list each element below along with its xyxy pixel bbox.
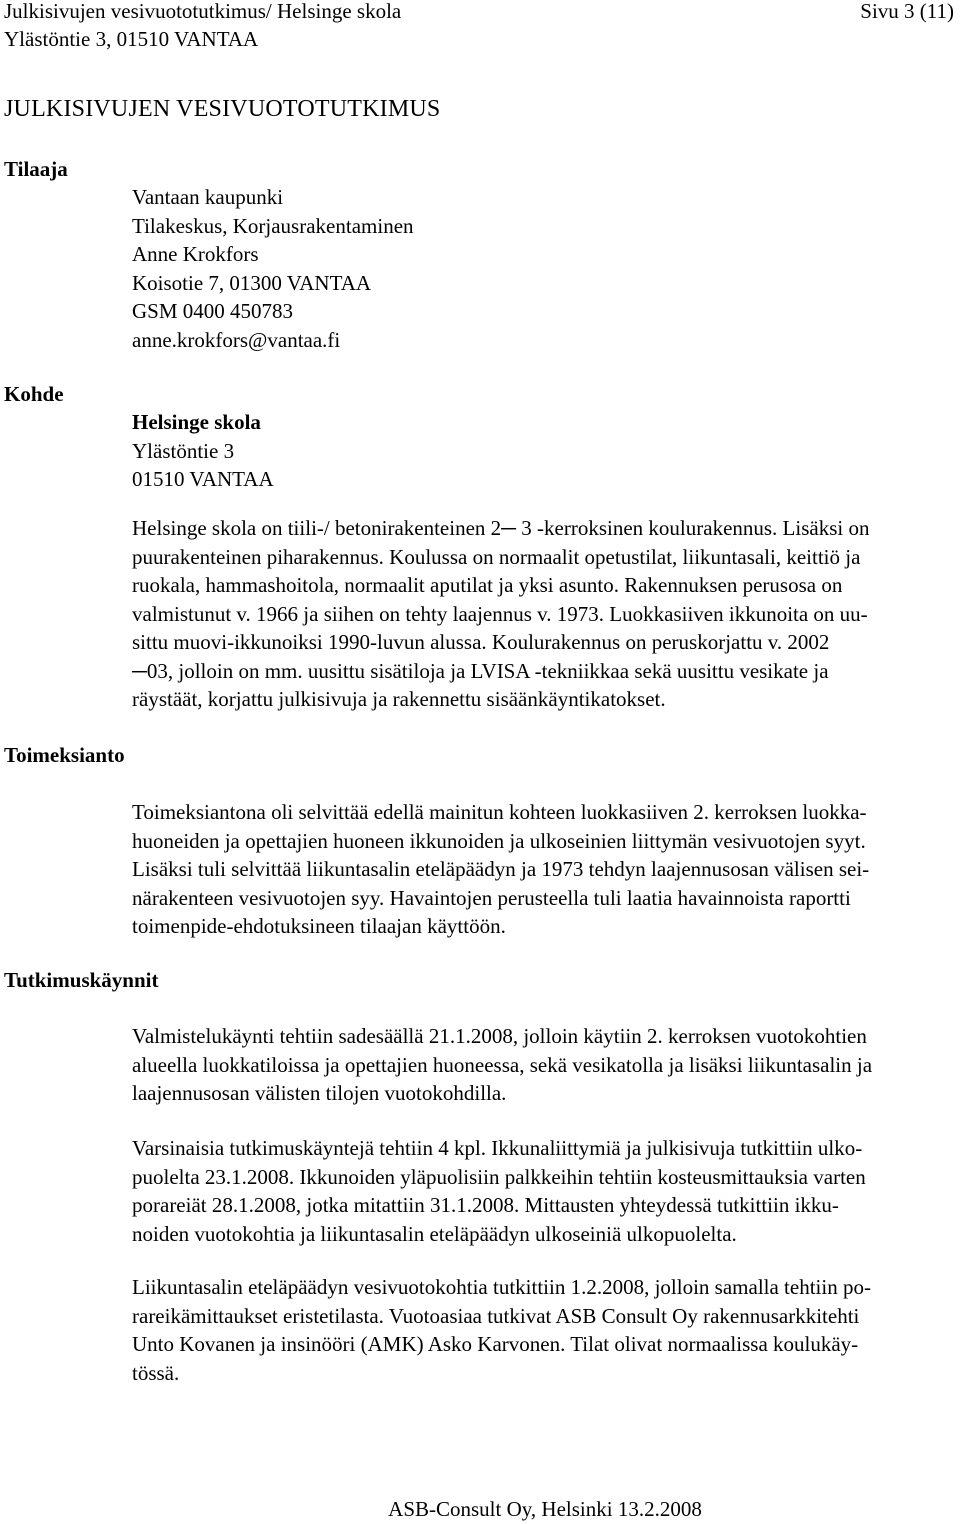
client-line: Koisotie 7, 01300 VANTAA — [132, 270, 372, 295]
footer-text: ASB-Consult Oy, Helsinki 13.2.2008 — [388, 1497, 702, 1521]
visits-line: porareiät 28.1.2008, jotka mitattiin 31.1.2008. Mittausten yhteydessä tutkittiin ikku- — [132, 1193, 839, 1217]
visits-paragraph-3 — [132, 1273, 958, 1387]
description-line: Helsinge skola on tiili-/ betonirakenteinen 2─ 3 -kerroksinen koulurakennus. Lisäksi on — [132, 516, 870, 540]
client-info — [132, 183, 958, 354]
section-label-tutkimuskaynnit: Tutkimuskäynnit — [4, 968, 159, 992]
assignment-line: huoneiden ja opettajien huoneen ikkunoiden ja ulkoseinien liittymän vesivuotojen syyt. — [132, 828, 866, 853]
visits-line: Unto Kovanen ja insinööri (AMK) Asko Karvonen. Tilat olivat normaalissa koulukäy- — [132, 1332, 859, 1356]
client-line: Vantaan kaupunki — [132, 185, 284, 209]
assignment-line: Toimeksiantona oli selvittää edellä mainitun kohteen luokkasiiven 2. kerroksen luokka- — [132, 800, 867, 824]
header-address: Ylästöntie 3, 01510 VANTAA — [4, 27, 259, 51]
header-title: Julkisivujen vesivuototutkimus/ Helsinge skola — [4, 0, 402, 23]
section-label-toimeksianto: Toimeksianto — [4, 743, 125, 767]
visits-line: alueella luokkatiloissa ja opettajien huoneessa, sekä vesikatolla ja lisäksi liikuntasalin ja — [132, 1052, 873, 1077]
visits-line: rareikämittaukset eristetilasta. Vuotoasiaa tutkivat ASB Consult Oy rakennusarkkitehti — [132, 1303, 860, 1328]
target-postcode: 01510 VANTAA — [132, 467, 274, 491]
visits-line: Varsinaisia tutkimuskäyntejä tehtiin 4 kpl. Ikkunaliittymiä ja julkisivuja tutkittiin ulko- — [132, 1136, 863, 1160]
target-info — [132, 408, 958, 494]
target-description — [132, 514, 958, 714]
target-address: Ylästöntie 3 — [132, 438, 235, 463]
assignment-line: Lisäksi tuli selvittää liikuntasalin eteläpäädyn ja 1973 tehdyn laajennusosan välisen sei- — [132, 857, 870, 881]
visits-line: tössä. — [132, 1360, 180, 1385]
visits-line: noiden vuotokohtia ja liikuntasalin eteläpäädyn ulkoseiniä ulkopuolelta. — [132, 1221, 737, 1246]
client-line: Anne Krokfors — [132, 242, 259, 266]
description-line: valmistunut v. 1966 ja siihen on tehty laajennus v. 1973. Luokkasiiven ikkunoita on uu- — [132, 601, 868, 626]
visits-paragraph-1 — [132, 1022, 958, 1108]
assignment-text — [132, 798, 958, 941]
assignment-line: närakenteen vesivuotojen syy. Havaintojen perusteella tuli laatia havainnoista raportti — [132, 885, 851, 910]
target-name: Helsinge skola — [132, 410, 261, 434]
footer — [0, 1495, 960, 1524]
description-line: räystäät, korjattu julkisivuja ja rakennettu sisäänkäyntikatokset. — [132, 687, 666, 711]
assignment-line: toimenpide-ehdotuksineen tilaajan käyttöön. — [132, 914, 506, 938]
visits-line: laajennusosan välisten tilojen vuotokohdilla. — [132, 1081, 507, 1105]
client-line: Tilakeskus, Korjausrakentaminen — [132, 213, 414, 238]
description-line: ruokala, hammashoitola, normaalit aputilat ja yksi asunto. Rakennuksen perusosa on — [132, 573, 843, 597]
description-line: ─03, jolloin on mm. uusittu sisätiloja ja LVISA -tekniikkaa sekä uusittu vesikate ja — [132, 658, 829, 683]
visits-paragraph-2 — [132, 1134, 958, 1248]
section-label-tilaaja: Tilaaja — [4, 157, 68, 181]
client-email: anne.krokfors@vantaa.fi — [132, 327, 341, 352]
document-title: JULKISIVUJEN VESIVUOTOTUTKIMUS — [4, 96, 441, 122]
description-line: puurakenteinen piharakennus. Koulussa on normaalit opetustilat, liikuntasali, keittiö ja — [132, 544, 861, 569]
description-line: sittu muovi-ikkunoiksi 1990-luvun alussa. Koulurakennus on peruskorjattu v. 2002 — [132, 630, 830, 654]
visits-line: Liikuntasalin eteläpäädyn vesivuotokohtia tutkittiin 1.2.2008, jolloin samalla tehtiin po- — [132, 1275, 871, 1299]
visits-line: Valmistelukäynti tehtiin sadesäällä 21.1.2008, jolloin käytiin 2. kerroksen vuotokohtien — [132, 1024, 867, 1048]
page-number: Sivu 3 (11) — [860, 0, 954, 23]
section-label-kohde: Kohde — [4, 382, 64, 406]
running-header — [4, 0, 401, 53]
visits-line: puolelta 23.1.2008. Ikkunoiden yläpuolisiin palkkeihin tehtiin kosteusmittauksia varten — [132, 1164, 866, 1189]
client-line: GSM 0400 450783 — [132, 299, 294, 323]
